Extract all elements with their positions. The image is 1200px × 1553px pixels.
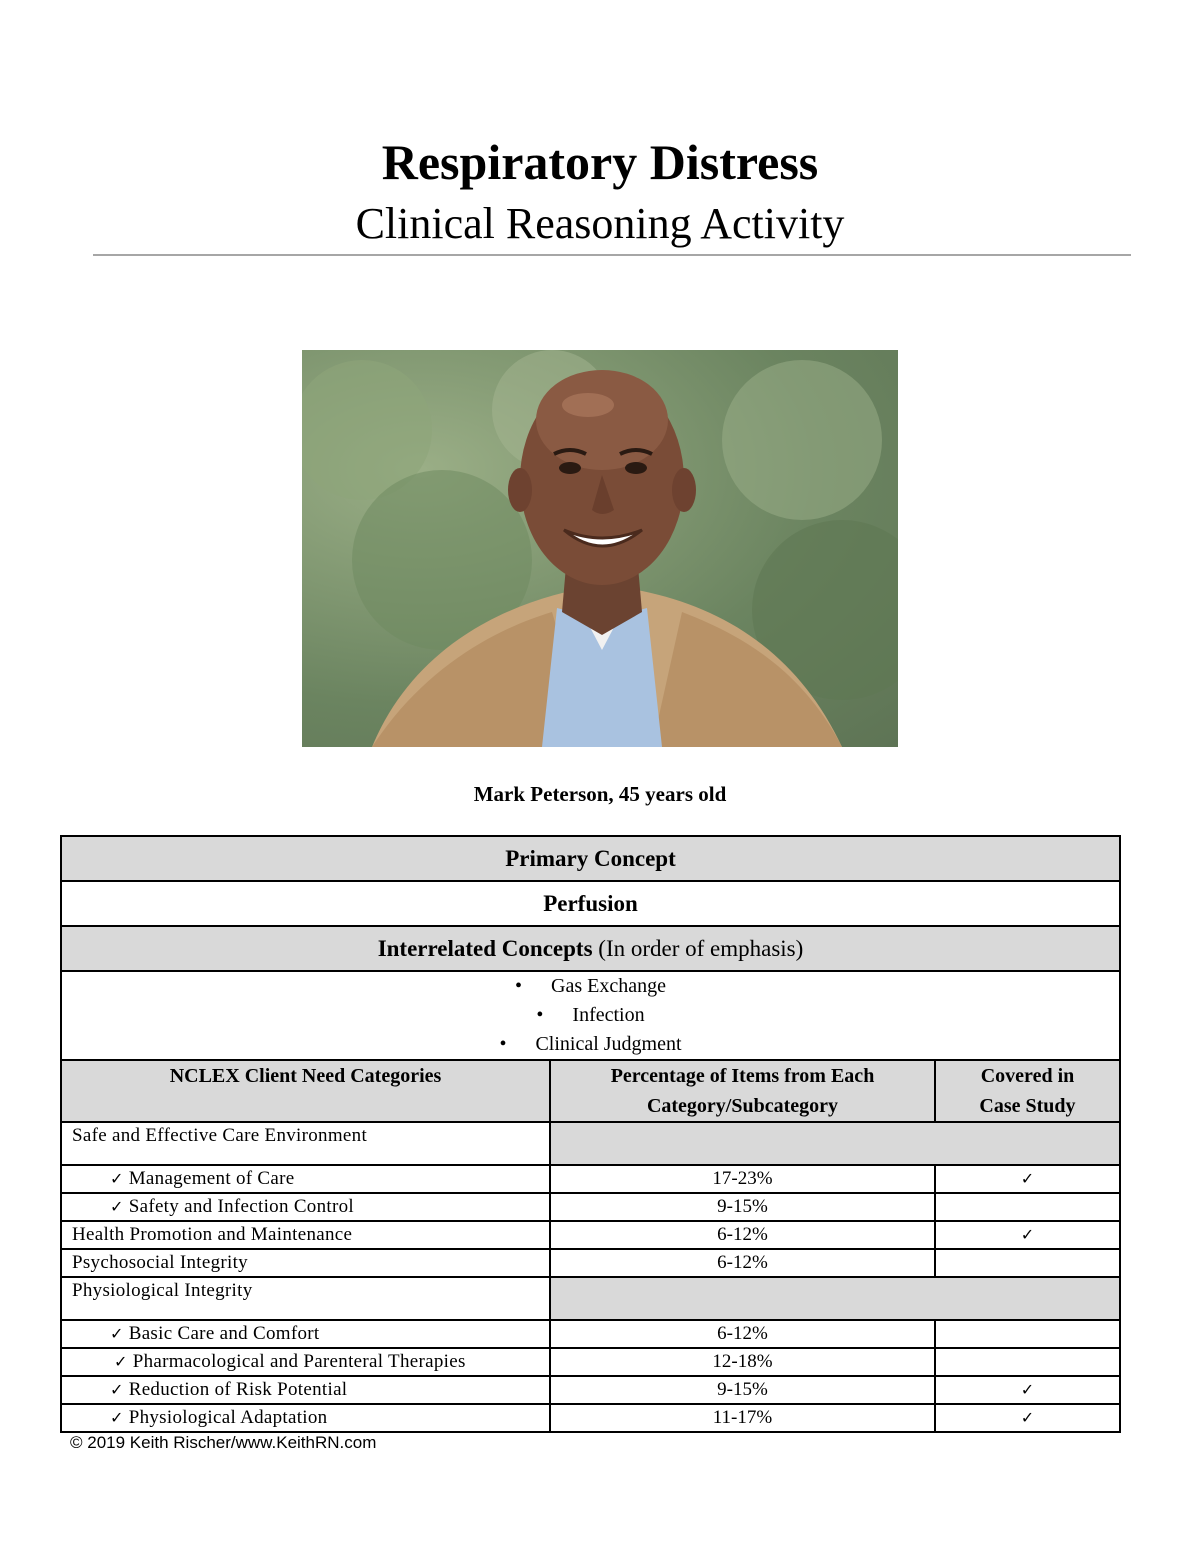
- primary-concept-label: Primary Concept: [505, 846, 676, 871]
- category-label: Health Promotion and Maintenance: [61, 1221, 550, 1249]
- column-header-text: Percentage of Items from Each: [610, 1065, 875, 1087]
- concept-table: [60, 835, 1121, 1433]
- subcategory-cell: [61, 1404, 550, 1432]
- percentage-cell: 6-12%: [550, 1249, 935, 1277]
- category-label: Psychosocial Integrity: [61, 1249, 550, 1277]
- document-subtitle: Clinical Reasoning Activity: [355, 199, 845, 248]
- column-header-percentage: [550, 1060, 935, 1122]
- covered-checkmark-icon: ✓: [935, 1376, 1120, 1404]
- subcategory-label: Basic Care and Comfort: [128, 1323, 320, 1344]
- subcategory-cell: [61, 1376, 550, 1404]
- subcategory-cell: [61, 1348, 550, 1376]
- category-label: Physiological Integrity: [61, 1277, 550, 1320]
- patient-caption: Mark Peterson, 45 years old: [473, 782, 727, 806]
- checkmark-icon: ✓: [114, 1352, 128, 1371]
- concept-item: Clinical Judgment: [535, 1033, 682, 1055]
- list-item: [62, 972, 1119, 1001]
- checkmark-icon: ✓: [110, 1380, 124, 1399]
- table-row: [61, 1348, 1120, 1376]
- percentage-cell: 6-12%: [550, 1221, 935, 1249]
- subcategory-label: Management of Care: [128, 1168, 295, 1189]
- covered-checkmark-icon: [935, 1348, 1120, 1376]
- category-shaded-cell: [550, 1122, 1120, 1165]
- subcategory-cell: [61, 1165, 550, 1193]
- covered-checkmark-icon: [935, 1193, 1120, 1221]
- column-header-text: Covered in: [980, 1065, 1075, 1087]
- covered-checkmark-icon: [935, 1320, 1120, 1348]
- column-header-text: Case Study: [979, 1095, 1076, 1117]
- interrelated-concepts-list: [61, 971, 1120, 1060]
- covered-checkmark-icon: ✓: [935, 1404, 1120, 1432]
- percentage-cell: 9-15%: [550, 1193, 935, 1221]
- concept-item: Gas Exchange: [551, 975, 666, 997]
- percentage-cell: 6-12%: [550, 1320, 935, 1348]
- covered-checkmark-icon: ✓: [935, 1165, 1120, 1193]
- document-title: Respiratory Distress: [381, 134, 819, 190]
- table-row: [61, 1277, 1120, 1320]
- primary-concept-value: [61, 881, 1120, 926]
- nclex-header-row: [61, 1060, 1120, 1122]
- table-row: [61, 1193, 1120, 1221]
- list-item: [62, 1001, 1119, 1030]
- covered-checkmark-icon: [935, 1249, 1120, 1277]
- subcategory-cell: [61, 1193, 550, 1221]
- checkmark-icon: ✓: [110, 1324, 124, 1343]
- bullet-icon: •: [515, 975, 523, 997]
- column-header-covered: [935, 1060, 1120, 1122]
- primary-concept-heading: [61, 836, 1120, 881]
- bullet-icon: •: [499, 1033, 507, 1055]
- percentage-cell: 17-23%: [550, 1165, 935, 1193]
- table-row: [61, 1376, 1120, 1404]
- concept-item: Infection: [572, 1004, 645, 1026]
- subcategory-cell: [61, 1320, 550, 1348]
- checkmark-icon: ✓: [110, 1197, 124, 1216]
- table-row: [61, 1165, 1120, 1193]
- subcategory-label: Safety and Infection Control: [128, 1196, 354, 1217]
- copyright-footer: © 2019 Keith Rischer/www.KeithRN.com: [70, 1433, 377, 1452]
- table-row: [61, 1122, 1120, 1165]
- percentage-cell: 12-18%: [550, 1348, 935, 1376]
- interrelated-concepts-heading: [61, 926, 1120, 971]
- column-header-categories: [61, 1060, 550, 1122]
- percentage-cell: 9-15%: [550, 1376, 935, 1404]
- primary-concept-text: Perfusion: [543, 891, 638, 916]
- subcategory-label: Pharmacological and Parenteral Therapies: [132, 1351, 466, 1372]
- bullet-icon: •: [536, 1004, 544, 1026]
- subcategory-label: Physiological Adaptation: [128, 1407, 328, 1428]
- covered-checkmark-icon: ✓: [935, 1221, 1120, 1249]
- table-row: [61, 1320, 1120, 1348]
- interrelated-label: Interrelated Concepts: [377, 936, 593, 961]
- table-row: [61, 1249, 1120, 1277]
- checkmark-icon: ✓: [110, 1169, 124, 1188]
- patient-portrait-illustration: [302, 350, 898, 747]
- column-header-text: Category/Subcategory: [646, 1095, 839, 1117]
- column-header-text: NCLEX Client Need Categories: [169, 1065, 442, 1087]
- patient-photo: [302, 350, 898, 747]
- interrelated-note: (In order of emphasis): [598, 936, 804, 961]
- list-item: [62, 1030, 1119, 1059]
- table-row: [61, 1221, 1120, 1249]
- table-row: [61, 1404, 1120, 1432]
- title-divider: [93, 254, 1131, 256]
- category-label: Safe and Effective Care Environment: [61, 1122, 550, 1165]
- percentage-cell: 11-17%: [550, 1404, 935, 1432]
- subcategory-label: Reduction of Risk Potential: [128, 1379, 348, 1400]
- category-shaded-cell: [550, 1277, 1120, 1320]
- checkmark-icon: ✓: [110, 1408, 124, 1427]
